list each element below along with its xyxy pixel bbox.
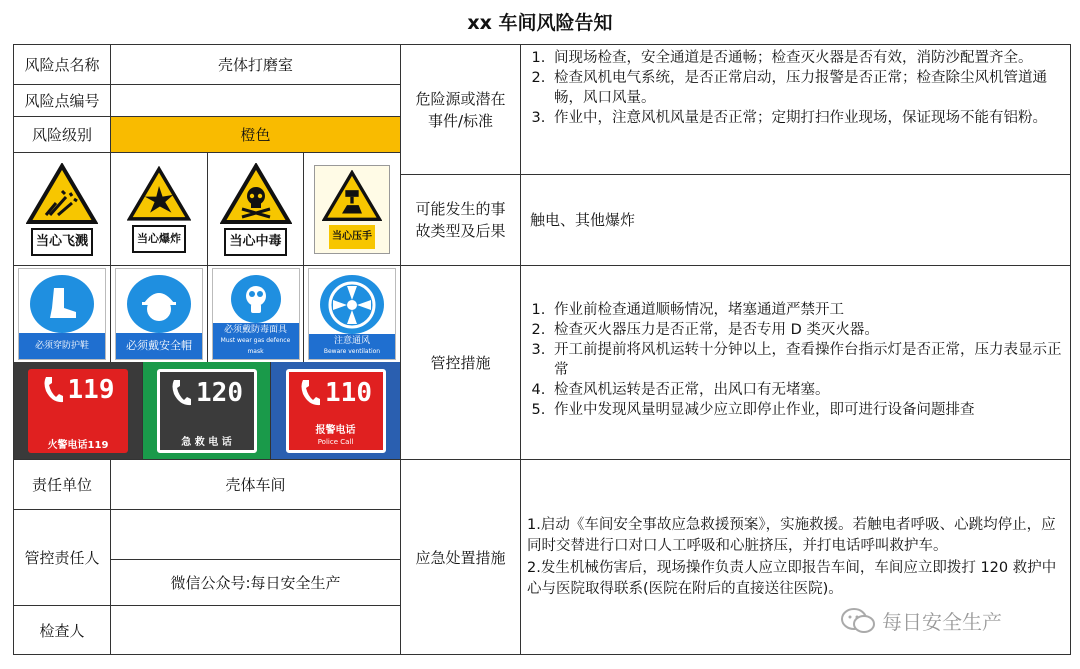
phone-icon bbox=[299, 378, 321, 408]
watermark bbox=[840, 606, 1002, 635]
safety-helmet-sign: 必须戴安全帽 bbox=[115, 268, 203, 360]
caution-explosion-sign: 当心爆炸 bbox=[121, 166, 197, 253]
fire-phone-number: 119 bbox=[67, 374, 115, 405]
police-phone-subcaption: Police Call bbox=[317, 437, 354, 446]
control-label: 管控措施 bbox=[401, 266, 521, 460]
ventilation-subcaption: Beware ventilation bbox=[323, 348, 381, 355]
explosion-icon bbox=[127, 166, 191, 222]
accident-content: 触电、其他爆炸 bbox=[521, 175, 1071, 266]
fire-phone-sign: 119 火警电话119 bbox=[28, 369, 128, 453]
risk-level-label: 风险级别 bbox=[14, 117, 111, 153]
police-phone-cell bbox=[271, 362, 401, 460]
risk-level-value: 橙色 bbox=[111, 117, 401, 153]
emergency-step-1: 1.启动《车间安全事故应急救援预案》，实施救援。若触电者呼吸、心跳均停止，应同时交替进行口对口人工呼吸和心脏挤压，并打电话呼叫救护车。 bbox=[527, 517, 1056, 554]
wechat-icon bbox=[840, 607, 876, 635]
gas-mask-icon bbox=[231, 275, 281, 323]
mandatory-sign-cell bbox=[304, 266, 401, 362]
helmet-icon bbox=[127, 275, 191, 333]
risk-code-value bbox=[111, 85, 401, 117]
warning-sign-cell bbox=[14, 153, 111, 266]
control-item: 1. 作业前检查通道顺畅情况，堵塞通道严禁开工 bbox=[550, 300, 1064, 320]
hand-press-icon bbox=[322, 170, 382, 222]
hazard-item: 2. 检查风机电气系统，是否正常启动，压力报警是否正常；检查除尘风机管道通畅，风口风量。 bbox=[550, 68, 1064, 108]
skull-icon bbox=[220, 163, 292, 225]
hazard-item: 3. 作业中，注意风机风量是否正常；定期打扫作业现场，保证现场不能有铝粉。 bbox=[550, 108, 1064, 128]
control-item: 4. 检查风机运转是否正常，出风口有无堵塞。 bbox=[550, 380, 1064, 400]
ventilation-sign bbox=[308, 268, 396, 360]
caution-crush-sign: 当心压手 bbox=[314, 165, 390, 254]
unit-label: 责任单位 bbox=[14, 460, 111, 510]
control-item: 5. 作业中发现风量明显减少应立即停止作业，即可进行设备问题排查 bbox=[550, 400, 1064, 420]
control-list bbox=[524, 300, 1064, 420]
watermark-text: 每日安全生产 bbox=[882, 610, 1002, 634]
phone-icon bbox=[170, 378, 192, 408]
aid-phone-number: 120 bbox=[196, 377, 243, 408]
warning-sign-cell bbox=[111, 153, 208, 266]
emergency-step-2: 2.发生机械伤害后，现场操作负责人应立即报告车间，车间应立即拨打 120 救护中心与医院取得联系(医院在附后的直接送往医院)。 bbox=[527, 560, 1057, 597]
inspector-value bbox=[111, 606, 401, 655]
fire-phone-cell bbox=[14, 362, 143, 460]
police-phone-sign bbox=[286, 369, 386, 453]
police-phone-caption: 报警电话 bbox=[315, 424, 356, 436]
fan-icon bbox=[320, 275, 384, 334]
warning-sign-cell bbox=[208, 153, 304, 266]
inspector-label: 检查人 bbox=[14, 606, 111, 655]
risk-code-label: 风险点编号 bbox=[14, 85, 111, 117]
warning-triangle-icon bbox=[26, 163, 98, 225]
hazard-list bbox=[524, 48, 1064, 128]
responsible-person-label: 管控责任人 bbox=[14, 510, 111, 606]
accident-label: 可能发生的事故类型及后果 bbox=[401, 175, 521, 266]
gas-mask-sign bbox=[212, 268, 300, 360]
protective-shoes-sign: 必须穿防护鞋 bbox=[18, 268, 106, 360]
risk-name-value: 壳体打磨室 bbox=[111, 45, 401, 85]
mandatory-sign-cell bbox=[208, 266, 304, 362]
aid-phone-sign: 120 急 救 电 话 bbox=[157, 369, 257, 453]
warning-sign-cell bbox=[304, 153, 401, 266]
control-item: 2. 检查灭火器压力是否正常，是否专用 D 类灭火器。 bbox=[550, 320, 1064, 340]
mandatory-sign-cell bbox=[111, 266, 208, 362]
risk-table bbox=[13, 44, 1071, 655]
page-title: xx 车间风险告知 bbox=[467, 12, 613, 34]
police-phone-number: 110 bbox=[325, 377, 372, 408]
boot-icon bbox=[30, 275, 94, 333]
caution-splash-sign: 当心飞溅 bbox=[24, 163, 100, 256]
wechat-account: 微信公众号:每日安全生产 bbox=[111, 560, 401, 606]
unit-value: 壳体车间 bbox=[111, 460, 401, 510]
ventilation-caption: 注意通风 bbox=[333, 336, 370, 346]
hazard-label: 危险源或潜在事件/标准 bbox=[401, 45, 521, 175]
phone-icon bbox=[42, 375, 64, 405]
responsible-person-value bbox=[111, 510, 401, 560]
emergency-label: 应急处置措施 bbox=[401, 460, 521, 655]
gas-mask-caption: 必须戴防毒面具 bbox=[223, 325, 287, 335]
aid-phone-cell bbox=[143, 362, 271, 460]
caution-poison-sign: 当心中毒 bbox=[218, 163, 294, 256]
gas-mask-subcaption: Must wear gas defence mask bbox=[220, 337, 291, 355]
mandatory-sign-cell bbox=[14, 266, 111, 362]
risk-name-label: 风险点名称 bbox=[14, 45, 111, 85]
hazard-item: 1. 间现场检查，安全通道是否通畅；检查灭火器是否有效，消防沙配置齐全。 bbox=[550, 48, 1064, 68]
control-item: 3. 开工前提前将风机运转十分钟以上，查看操作台指示灯是否正常，压力表显示正常 bbox=[550, 340, 1064, 380]
